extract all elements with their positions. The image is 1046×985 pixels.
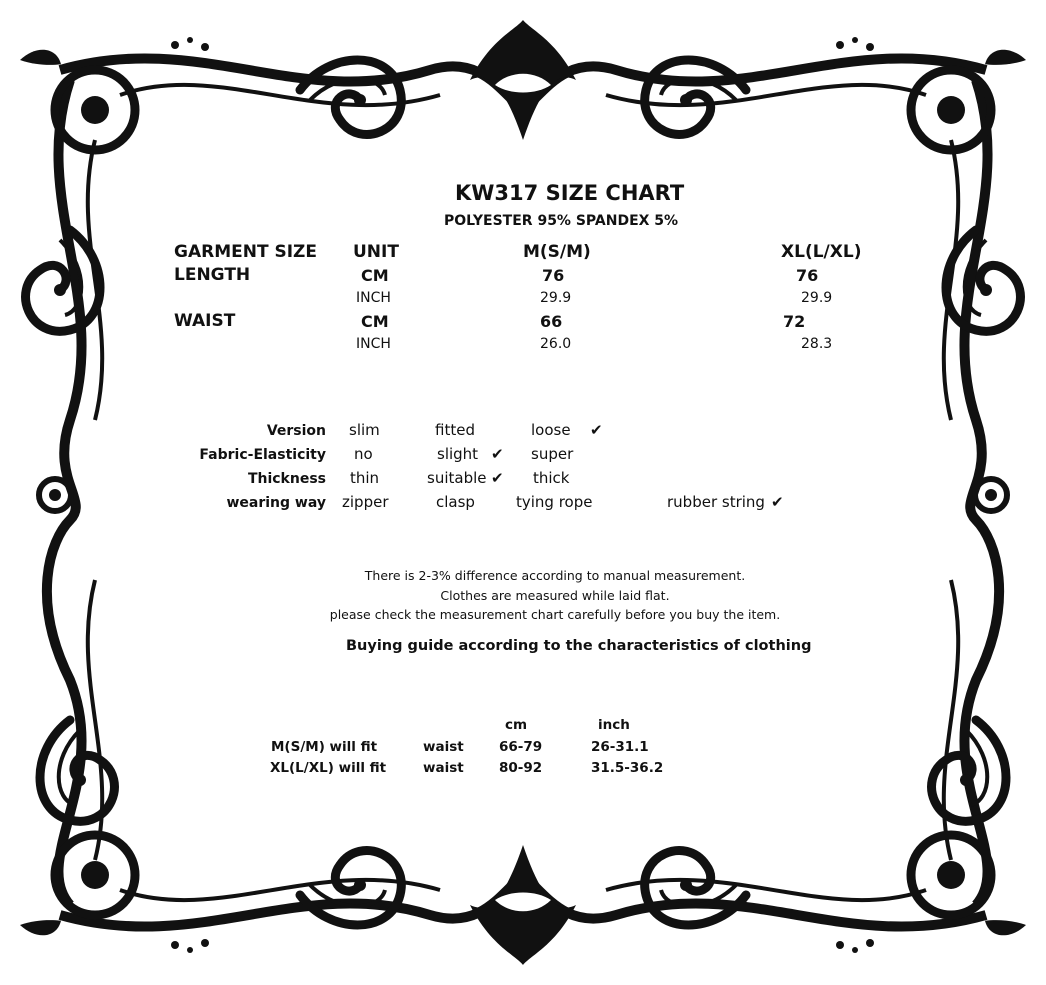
value-length-m-cm: 76 bbox=[542, 266, 565, 285]
option-no: no bbox=[354, 445, 373, 463]
col-header-size-xl: XL(L/XL) bbox=[781, 242, 862, 262]
guide-row-inch: 31.5-36.2 bbox=[591, 760, 664, 776]
note-line-2: Clothes are measured while laid flat. bbox=[440, 588, 670, 603]
value-waist-m-inch: 26.0 bbox=[540, 336, 572, 352]
note-line-1: There is 2-3% difference according to manual measurement. bbox=[364, 568, 746, 583]
buying-guide-title: Buying guide according to the characteristics of clothing bbox=[346, 638, 812, 654]
unit-inch: INCH bbox=[356, 336, 391, 352]
guide-row-cm: 80-92 bbox=[499, 760, 543, 776]
value-waist-xl-cm: 72 bbox=[783, 312, 806, 331]
page-title: KW317 SIZE CHART bbox=[455, 181, 685, 205]
attr-label-version: Version bbox=[266, 423, 326, 439]
value-length-xl-cm: 76 bbox=[796, 266, 819, 285]
unit-inch: INCH bbox=[356, 290, 391, 306]
check-mark-icon: ✔ bbox=[491, 469, 504, 487]
attr-label-fabric-elasticity: Fabric-Elasticity bbox=[199, 447, 326, 463]
unit-cm: CM bbox=[361, 266, 389, 285]
option-slight: slight bbox=[437, 445, 479, 463]
option-fitted: fitted bbox=[435, 421, 475, 439]
option-clasp: clasp bbox=[436, 493, 475, 511]
row-label-length: LENGTH bbox=[174, 265, 251, 285]
col-header-size-m: M(S/M) bbox=[523, 242, 591, 262]
value-length-xl-inch: 29.9 bbox=[801, 290, 833, 306]
guide-row-inch: 26-31.1 bbox=[591, 739, 649, 755]
guide-row-size: M(S/M) will fit bbox=[271, 739, 378, 755]
check-mark-icon: ✔ bbox=[590, 421, 603, 439]
option-loose: loose bbox=[531, 421, 571, 439]
value-waist-m-cm: 66 bbox=[540, 312, 563, 331]
option-thin: thin bbox=[350, 469, 380, 487]
value-length-m-inch: 29.9 bbox=[540, 290, 572, 306]
col-header-unit: UNIT bbox=[353, 242, 399, 262]
option-slim: slim bbox=[349, 421, 380, 439]
note-line-3: please check the measurement chart carefully before you buy the item. bbox=[329, 607, 781, 622]
option-rubber-string: rubber string bbox=[667, 493, 765, 511]
row-label-waist: WAIST bbox=[174, 311, 236, 331]
option-suitable: suitable bbox=[427, 469, 487, 487]
guide-col-inch: inch bbox=[598, 717, 630, 733]
attr-label-wearing-way: wearing way bbox=[226, 495, 326, 511]
option-zipper: zipper bbox=[342, 493, 389, 511]
guide-row-part: waist bbox=[423, 739, 464, 755]
check-mark-icon: ✔ bbox=[491, 445, 504, 463]
value-waist-xl-inch: 28.3 bbox=[801, 336, 833, 352]
attr-label-thickness: Thickness bbox=[247, 471, 326, 487]
guide-row-cm: 66-79 bbox=[499, 739, 543, 755]
option-tying-rope: tying rope bbox=[516, 493, 593, 511]
option-thick: thick bbox=[533, 469, 570, 487]
unit-cm: CM bbox=[361, 312, 389, 331]
option-super: super bbox=[531, 445, 574, 463]
guide-row-size: XL(L/XL) will fit bbox=[270, 760, 387, 776]
guide-col-cm: cm bbox=[505, 717, 528, 733]
material-subtitle: POLYESTER 95% SPANDEX 5% bbox=[444, 213, 679, 229]
col-header-garment-size: GARMENT SIZE bbox=[174, 242, 317, 262]
check-mark-icon: ✔ bbox=[771, 493, 784, 511]
guide-row-part: waist bbox=[423, 760, 464, 776]
